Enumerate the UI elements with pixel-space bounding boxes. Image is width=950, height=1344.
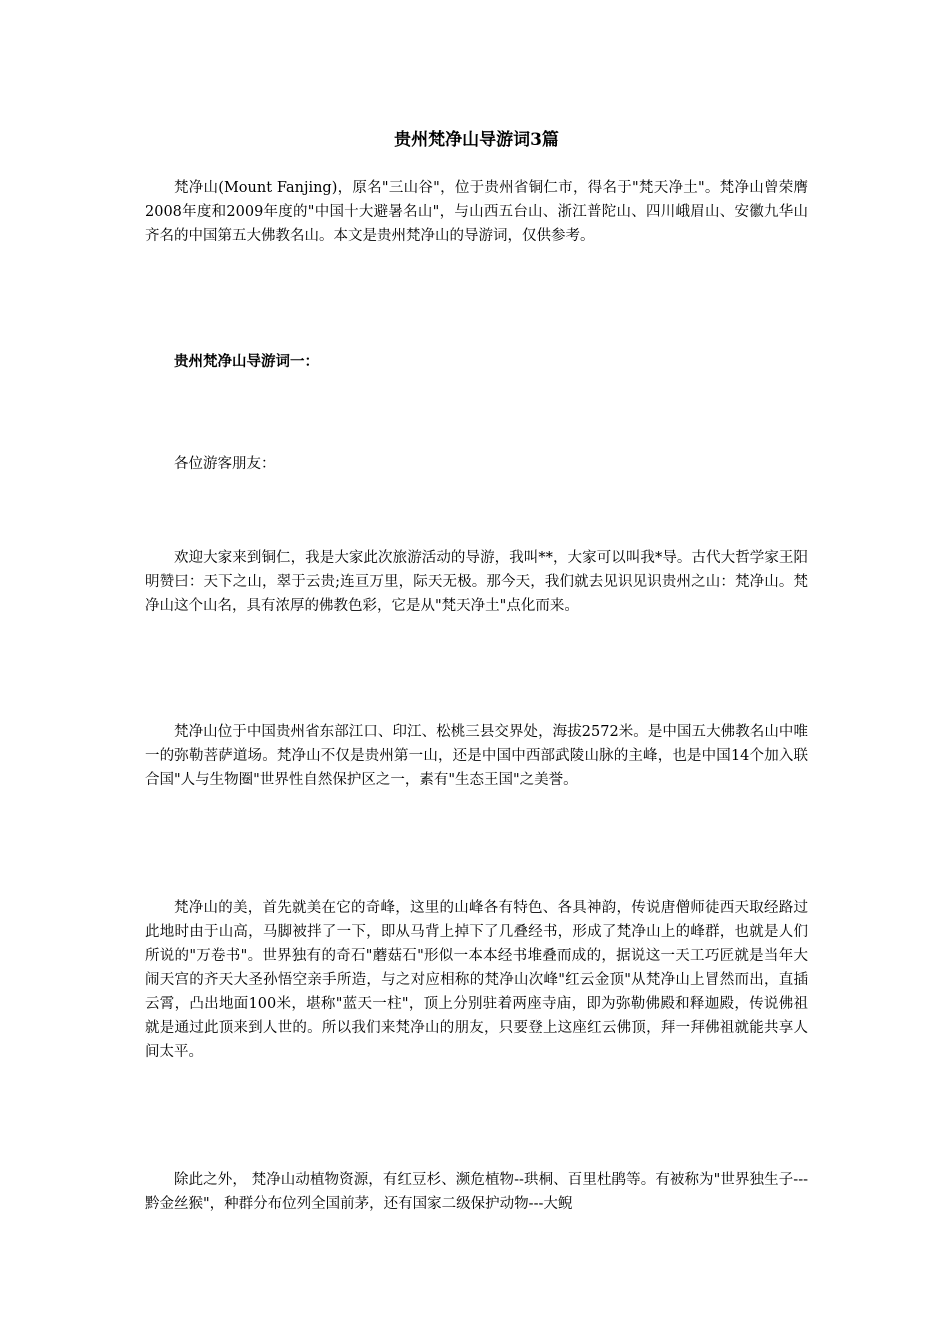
document-title: 贵州梵净山导游词3篇 [394,130,559,150]
greeting-paragraph: 各位游客朋友： [174,456,276,472]
body-paragraph-2: 梵净山位于中国贵州省东部江口、印江、松桃三县交界处，海拔2572米。是中国五大佛教名山中唯一的弥勒菩萨道场。梵净山不仅是贵州第一山，还是中国中西部武陵山脉的主峰，也是中国14个加入联合国"人与生物圈"世界性自然保护区之一，素有"生态王国"之美誉。 [145,724,808,788]
body-paragraph-3: 梵净山的美，首先就美在它的奇峰，这里的山峰各有特色、各具神韵，传说唐僧师徒西天取经路过此地时由于山高，马脚被拌了一下，即从马背上掉下了几叠经书，形成了梵净山上的峰群，也就是人们所说的"万卷书"。世界独有的奇石"蘑菇石"形似一本本经书堆叠而成的，据说这一天工巧匠就是当年大闹天宫的齐天大圣孙悟空亲手所造，与之对应相称的梵净山次峰"红云金顶"从梵净山上冒然而出，直插云霄，凸出地面100米，堪称"蓝天一柱"，顶上分别驻着两座寺庙，即为弥勒佛殿和释迦殿，传说佛祖就是通过此顶来到人世的。所以我们来梵净山的朋友，只要登上这座红云佛顶，拜一拜佛祖就能共享人间太平。 [145,900,808,1060]
intro-paragraph: 梵净山(Mount Fanjing)，原名"三山谷"，位于贵州省铜仁市，得名于"梵天净土"。梵净山曾荣膺2008年度和2009年度的"中国十大避暑名山"，与山西五台山、浙江普陀山、四川峨眉山、安徽九华山齐名的中国第五大佛教名山。本文是贵州梵净山的导游词，仅供参考。 [145,180,808,244]
body-paragraph-1: 欢迎大家来到铜仁，我是大家此次旅游活动的导游，我叫**，大家可以叫我*导。古代大哲学家王阳明赞曰：天下之山，翠于云贵;连亘万里，际天无极。那今天，我们就去见识见识贵州之山：梵净山。梵净山这个山名，具有浓厚的佛教色彩，它是从"梵天净土"点化而来。 [145,550,808,614]
section-heading: 贵州梵净山导游词一： [174,353,319,370]
body-paragraph-4: 除此之外， 梵净山动植物资源，有红豆杉、濒危植物--珙桐、百里杜鹃等。有被称为"世界独生子---黔金丝猴"，种群分布位列全国前茅，还有国家二级保护动物---大鲵 [145,1172,808,1212]
